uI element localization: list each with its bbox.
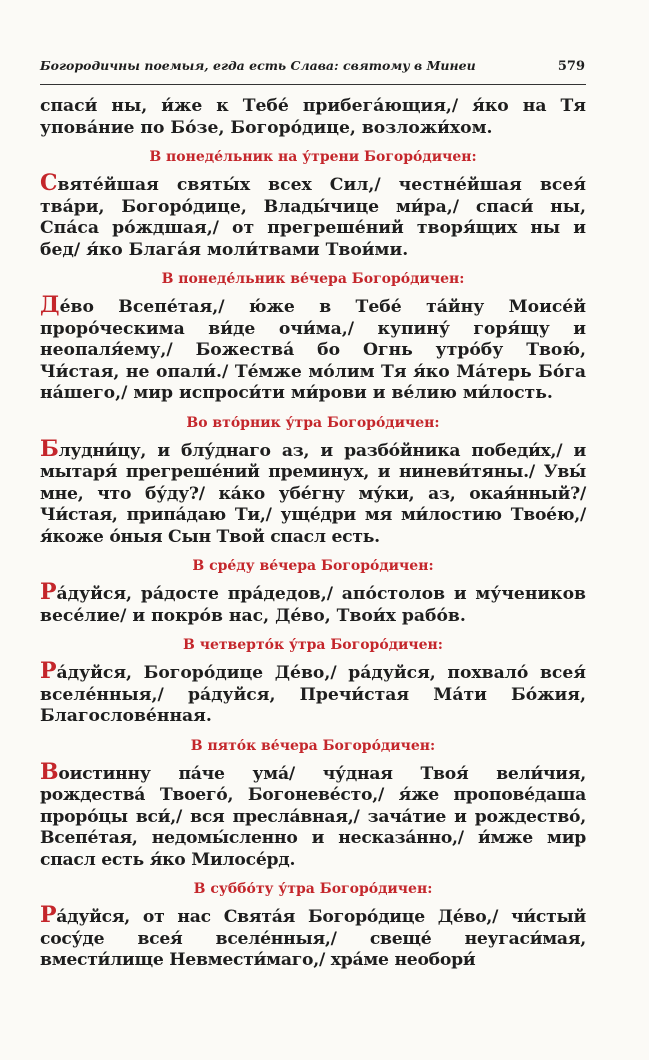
hymn-text: а́дуйся, от нас Свята́я Богоро́дице Де́во,/ чи́стый сосу́де всея́ вселе́нныя,/ свеще́ неугаси́мая, вмести́лище Невмести́маго,/ хра́ме необори́ [40, 907, 586, 970]
hymn-text: а́дуйся, Богоро́дице Де́во,/ ра́дуйся, похвало́ всея́ вселе́нныя,/ ра́дуйся, Пречи́стая Ма́ти Бо́жия, Благослове́нная. [40, 663, 586, 726]
hymn-text: лудни́цу, и блу́днаго аз, и разбо́йника победи́х,/ и мытаря́ прегреше́ний преминух, и ниневи́тяны./ Увы́ мне, что бу́ду?/ ка́ко убе́гну му́ки, аз, окая́нный?/ Чи́стая, припа́даю Ти,/ уще́дри мя ми́лостию Твое́ю,/ я́коже о́ныя Сын Твой спасл есть. [40, 440, 586, 547]
rubric-saturday-matins: В суббо́ту у́тра Богоро́дичен: [193, 881, 433, 897]
hymn-saturday-matins [40, 902, 586, 972]
drop-initial: Р [40, 658, 57, 684]
hymn-text: а́дуйся, ра́досте пра́дедов,/ апо́столов и му́чеников весе́лие/ и покро́в нас, Де́во, Твои́х рабо́в. [40, 584, 586, 626]
hymn-monday-matins [40, 170, 586, 261]
header-rule [40, 84, 586, 85]
rubric-thursday-matins: В четверто́к у́тра Богоро́дичен: [183, 637, 443, 653]
drop-initial: Б [40, 435, 59, 462]
hymn-text: вяте́йшая святы́х всех Сил,/ честне́йшая всея́ тва́ри, Богоро́дице, Влады́чице ми́ра,/ спаси́ ны, Спа́са ро́ждшая,/ от прегреше́ний творя́щих ны и бед/ я́ко Блага́я моли́твами Твои́ми. [40, 175, 586, 260]
drop-initial: С [40, 170, 58, 196]
drop-initial: Д [40, 292, 60, 318]
drop-initial: Р [40, 579, 57, 605]
rubric-tuesday-matins: Во вто́рник у́тра Богоро́дичен: [186, 414, 440, 431]
hymn-thursday-matins [40, 658, 586, 728]
hymn-text: е́во Всепе́тая,/ ю́же в Тебе́ та́йну Моисе́й проро́ческима ви́де очи́ма,/ купину́ горя́щу и неопаля́ему,/ Божества́ бо Огнь утро́бу Твою́, Чи́стая, не опали́./ Те́мже мо́лим Тя я́ко Ма́терь Бо́га на́шего,/ мир испроси́ти ми́рови и ве́лию ми́лость. [40, 297, 586, 403]
drop-initial: Р [40, 902, 57, 928]
hymn-wednesday-vespers [40, 579, 586, 627]
rubric-monday-matins: В понеде́льник на у́трени Богоро́дичен: [149, 149, 477, 165]
hymn-monday-vespers [40, 292, 586, 405]
page-body [40, 96, 586, 972]
hymn-text: оистинну па́че ума́/ чу́дная Твоя́ вели́чия, рождества́ Твоего́, Богоневе́сто,/ я́же пропове́даша проро́цы вси́,/ вся пресла́вная,/ зача́тие и рождество́, Всепе́тая, недомы́сленно и несказа́нно,/ и́мже мир спасл есть я́ко Милосе́рд. [40, 763, 586, 870]
hymn-friday-vespers [40, 758, 586, 872]
continuation-paragraph: спаси́ ны, и́же к Тебе́ прибега́ющия,/ я́ко на Тя упова́ние по Бо́зе, Богоро́дице, возложи́хом. [40, 96, 586, 138]
rubric-monday-vespers: В понеде́льник ве́чера Богоро́дичен: [161, 271, 465, 287]
hymn-tuesday-matins [40, 435, 586, 549]
drop-initial: В [40, 758, 59, 785]
running-header [40, 58, 585, 74]
running-title: Богородичны поемыя, егда есть Слава: святому в Минеи [40, 58, 476, 73]
rubric-wednesday-vespers: В сре́ду ве́чера Богоро́дичен: [192, 558, 434, 574]
rubric-friday-vespers: В пято́к ве́чера Богоро́дичен: [190, 737, 436, 754]
page-number: 579 [557, 59, 585, 74]
